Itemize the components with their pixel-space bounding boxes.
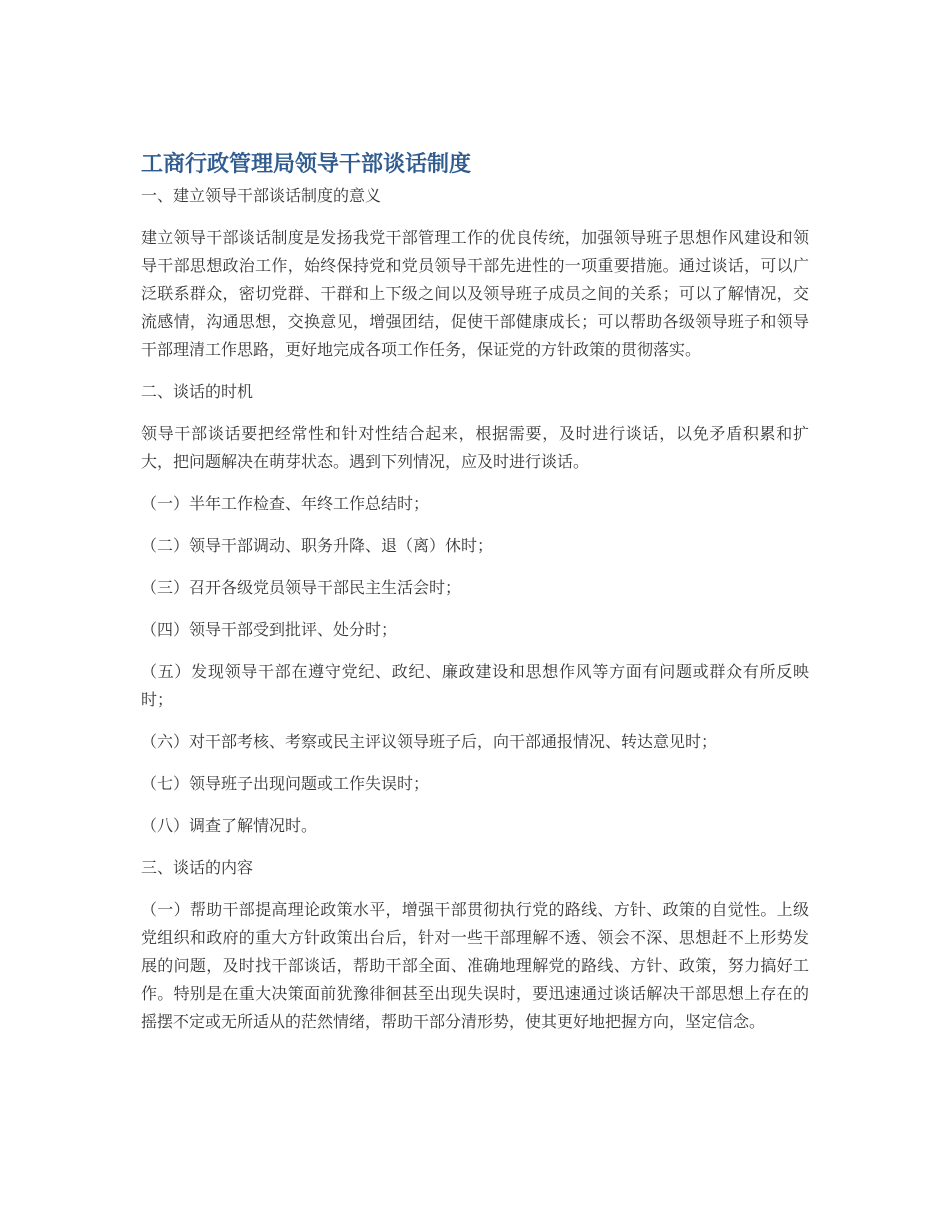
paragraph-timing-intro: 领导干部谈话要把经常性和针对性结合起来，根据需要，及时进行谈话，以免矛盾积累和扩大，把问题解决在萌芽状态。遇到下列情况，应及时进行谈话。 <box>141 424 809 471</box>
list-item-timing-2: （二）领导干部调动、职务升降、退（离）休时； <box>141 536 494 555</box>
list-item-timing-1: （一）半年工作检查、年终工作总结时； <box>141 494 430 513</box>
section-heading-2: 二、谈话的时机 <box>141 382 254 401</box>
paragraph-significance: 建立领导干部谈话制度是发扬我党干部管理工作的优良传统，加强领导班子思想作风建设和领导干部思想政治工作，始终保持党和党员领导干部先进性的一项重要措施。通过谈话，可以广泛联系群众，密切党群、干群和上下级之间以及领导班子成员之间的关系；可以了解情况，交流感情，沟通思想，交换意见，增强团结，促使干部健康成长；可以帮助各级领导班子和领导干部理清工作思路，更好地完成各项工作任务，保证党的方针政策的贯彻落实。 <box>141 228 809 359</box>
list-item-timing-3: （三）召开各级党员领导干部民主生活会时； <box>141 578 462 597</box>
list-item-timing-7: （七）领导班子出现问题或工作失误时； <box>141 774 430 793</box>
paragraph-content-1: （一）帮助干部提高理论政策水平，增强干部贯彻执行党的路线、方针、政策的自觉性。上级党组织和政府的重大方针政策出台后，针对一些干部理解不透、领会不深、思想赶不上形势发展的问题，及时找干部谈话，帮助干部全面、准确地理解党的路线、方针、政策，努力搞好工作。特别是在重大决策面前犹豫徘徊甚至出现失误时，要迅速通过谈话解决干部思想上存在的摇摆不定或无所适从的茫然情绪，帮助干部分清形势，使其更好地把握方向，坚定信念。 <box>141 900 809 1031</box>
list-item-timing-6: （六）对干部考核、考察或民主评议领导班子后，向干部通报情况、转达意见时； <box>141 732 718 751</box>
document-title: 工商行政管理局领导干部谈话制度 <box>141 152 472 177</box>
list-item-timing-4: （四）领导干部受到批评、处分时； <box>141 620 398 639</box>
section-heading-3: 三、谈话的内容 <box>141 858 254 877</box>
list-item-timing-5: （五）发现领导干部在遵守党纪、政纪、廉政建设和思想作风等方面有问题或群众有所反映时； <box>141 662 809 709</box>
section-heading-1: 一、建立领导干部谈话制度的意义 <box>141 186 382 205</box>
list-item-timing-8: （八）调查了解情况时。 <box>141 816 318 835</box>
document-page <box>141 148 809 1050</box>
